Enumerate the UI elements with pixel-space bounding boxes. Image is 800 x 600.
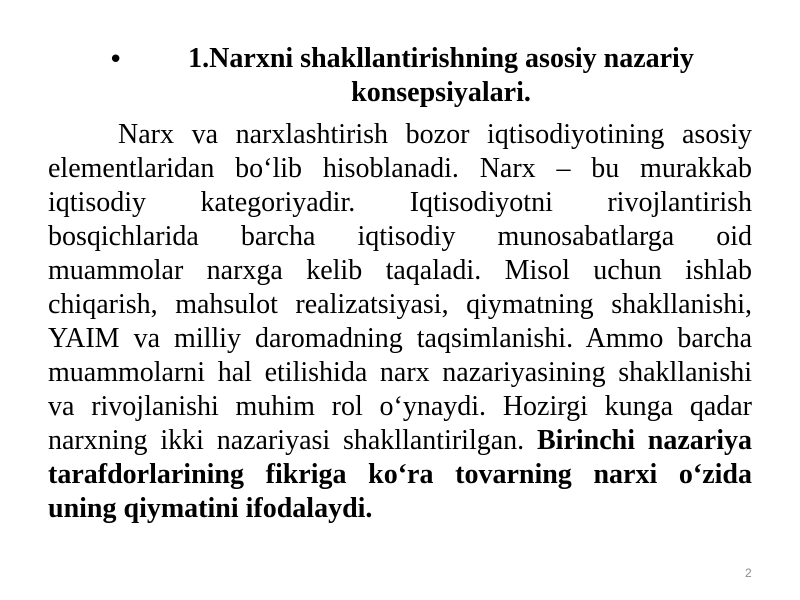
- page-number: 2: [745, 566, 752, 580]
- body-text-regular: Narx va narxlashtirish bozor iqtisodiyotining asosiy elementlaridan bo‘lib hisoblanadi. Narx – bu murakkab iqtisodiy kategoriyadir. Iqtisodiyotni rivojlantirish bosqichlarida barcha iqtisodiy munosabatlarga oid muammolar narxga kelib taqaladi. Misol uchun ishlab chiqarish, mahsulot realizatsiyasi, qiymatning shakllanishi, YAIM va milliy daromadning taqsimlanishi. Ammo barcha muammolarni hal etilishida narx nazariyasining shakllanishi va rivojlanishi muhim rol o‘ynaydi. Hozirgi kunga qadar narxning ikki nazariyasi shakllantirilgan.: [48, 119, 752, 456]
- slide-heading: 1.Narxni shakllantirishning asosiy nazariy konsepsiyalari.: [188, 43, 694, 108]
- bullet-icon: •: [108, 45, 124, 75]
- body-paragraph: [48, 118, 752, 526]
- body-text-bold: Birinchi nazariya tarafdorlarining fikriga ko‘ra tovarning narxi o‘zida uning qiymatini ifodalaydi.: [48, 425, 753, 524]
- heading-row: [108, 42, 748, 110]
